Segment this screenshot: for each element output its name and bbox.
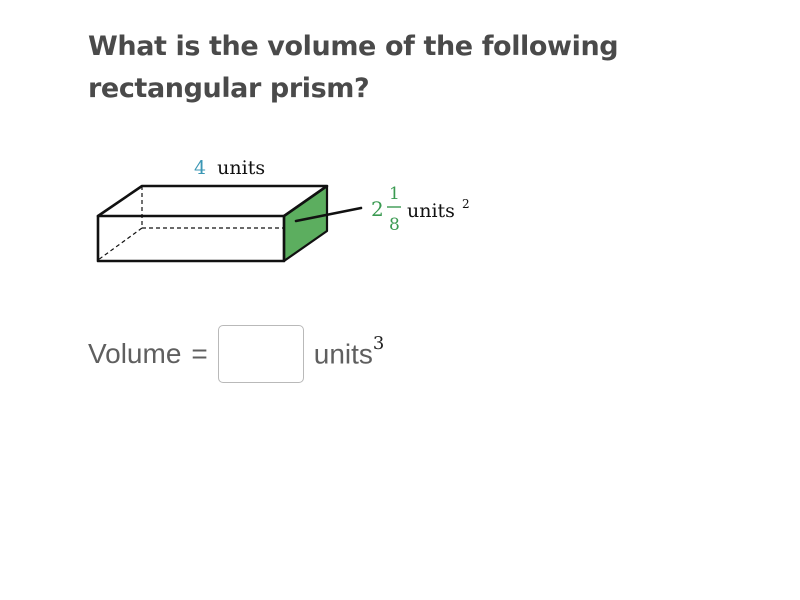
area-unit: units xyxy=(407,200,455,222)
area-numerator: 1 xyxy=(389,184,400,204)
length-label xyxy=(194,157,265,179)
answer-row xyxy=(88,322,384,386)
area-label xyxy=(371,184,401,235)
equals-sign: = xyxy=(191,338,208,369)
area-denominator: 8 xyxy=(389,215,400,235)
answer-unit-text: units xyxy=(313,338,373,370)
question-text: What is the volume of the following rectangular prism? xyxy=(88,31,619,104)
length-value: 4 xyxy=(194,157,207,179)
area-whole: 2 xyxy=(371,197,384,221)
area-unit-label xyxy=(407,197,470,222)
length-unit: units xyxy=(217,157,266,179)
answer-unit-exponent: 3 xyxy=(372,333,385,355)
volume-label: Volume xyxy=(88,338,182,369)
area-exponent: 2 xyxy=(461,197,470,211)
volume-answer-input[interactable] xyxy=(218,325,304,383)
prism-figure xyxy=(0,140,800,280)
answer-unit xyxy=(313,333,385,370)
shaded-face xyxy=(284,186,327,261)
